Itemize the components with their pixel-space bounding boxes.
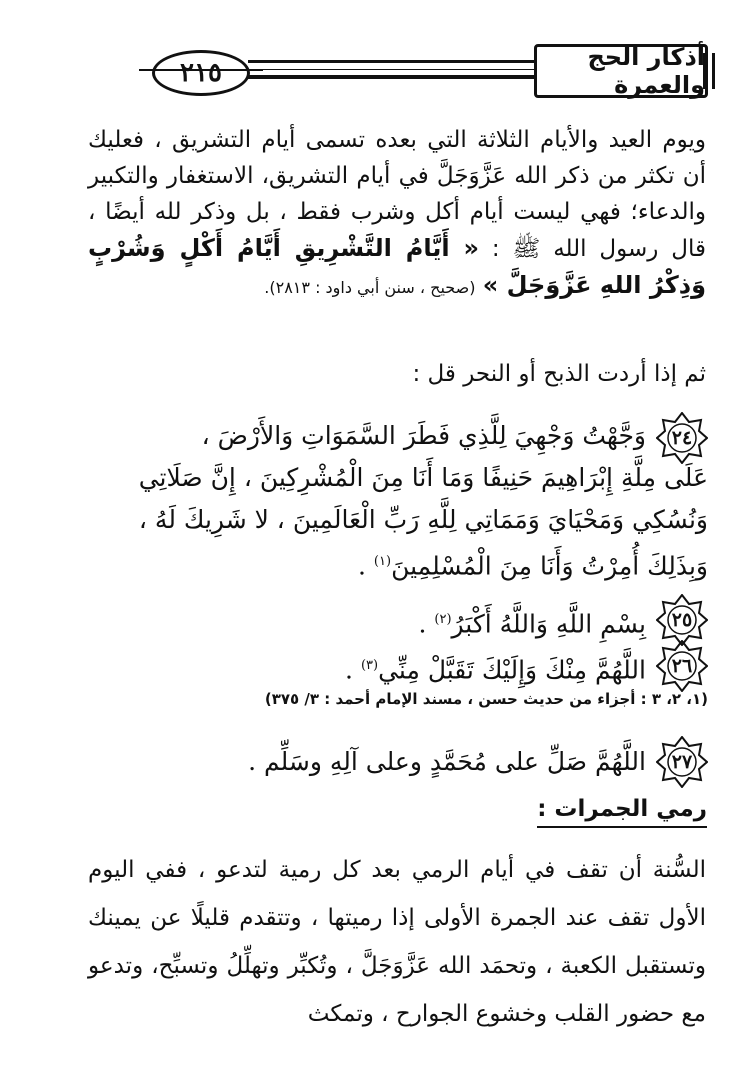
dua-25	[88, 594, 708, 646]
header-rule	[248, 75, 540, 79]
page-number: ٢١٥	[152, 50, 250, 96]
footnote: (١، ٢، ٣ : أجزاء من حديث حسن ، مسند الإمام أحمد : ٣/ ٣٧٥)	[264, 690, 708, 708]
section-heading: رمي الجمرات :	[537, 796, 707, 828]
dua-line-text: وَبِذَلِكَ أُمِرْتُ وَأَنَا مِنَ الْمُسْلِمِينَ	[391, 551, 708, 581]
dua-number-badge	[656, 594, 708, 646]
hadith-quote: « أَيَّامُ التَّشْرِيقِ أَيَّامُ أَكْلٍ وَشُرْبٍ وَذِكْرُ اللهِ عَزَّوَجَلَّ »	[88, 234, 706, 299]
dua-line-text: اللَّهُمَّ مِنْكَ وَإِلَيْكَ تَقَبَّلْ مِنِّي	[378, 655, 646, 685]
dua-27	[88, 736, 708, 788]
footnote-marker: (٣)	[360, 658, 379, 673]
dua-line: اللَّهُمَّ مِنْكَ وَإِلَيْكَ تَقَبَّلْ مِنِّي$^{(٣)}$ .	[345, 655, 646, 685]
dua-line-text: بِسْمِ اللَّهِ وَاللَّهُ أَكْبَرُ	[451, 609, 646, 639]
header-rule	[248, 69, 540, 70]
dua-number-badge	[656, 640, 708, 692]
dua-line: بِسْمِ اللَّهِ وَاللَّهُ أَكْبَرُ$^{(٢)}$ .	[418, 609, 646, 639]
dua-line: وَجَّهْتُ وَجْهِيَ لِلَّذِي فَطَرَ السَّمَوَاتِ وَالأَرْضَ ،	[201, 421, 646, 450]
dua-24	[88, 410, 708, 590]
dua-number-badge	[656, 736, 708, 788]
dua-number: ٢٦	[671, 655, 693, 677]
dua-line: وَنُسُكِي وَمَحْيَايَ وَمَمَاتِي لِلَّهِ رَبِّ الْعَالَمِينَ ، لا شَرِيكَ لَهُ ،	[138, 505, 708, 534]
dua-number-badge	[656, 412, 708, 464]
paragraph-tashreeq	[88, 122, 706, 306]
dua-26	[88, 640, 708, 692]
paragraph-jamarat: السُّنة أن تقف في أيام الرمي بعد كل رمية لتدعو ، ففي اليوم الأول تقف عند الجمرة الأولى إذا رميتها ، وتتقدم قليلًا عن يمينك وتستقبل الكعبة ، وتحمَد الله عَزَّوَجَلَّ ، وتُكبِّر وتهلِّلُ وتسبِّح، وتدعو مع حضور القلب وخشوع الجوارح ، وتمكث	[88, 857, 706, 1027]
dua-number: ٢٤	[671, 427, 693, 449]
dua-number: ٢٥	[671, 609, 693, 631]
footnote-marker: (٢)	[434, 612, 452, 627]
header-rule	[248, 60, 540, 63]
dua-line: اللَّهُمَّ صَلِّ على مُحَمَّدٍ وعلى آلِهِ وسَلِّم .	[248, 747, 646, 776]
hadith-citation: (صحيح ، سنن أبي داود : ٢٨١٣).	[264, 278, 476, 297]
paragraph-slaughter: ثم إذا أردت الذبح أو النحر قل :	[412, 361, 706, 387]
dua-line: عَلَى مِلَّةِ إِبْرَاهِيمَ حَنِيفًا وَمَا أَنَا مِنَ الْمُشْرِكِينَ ، إِنَّ صَلَاتِي	[138, 463, 708, 492]
paragraph-text: ويوم العيد والأيام الثلاثة التي بعده تسمى أيام التشريق ، فعليك أن تكثر من ذكر الله عَزَّوَجَلَّ في أيام التشريق، الاستغفار والتكبير والدعاء؛ فهي ليست أيام أكل وشرب فقط ، بل وذكر لله أيضًا ، قال رسول الله ﷺ :	[88, 127, 706, 262]
footnote-marker: (١)	[373, 554, 392, 569]
dua-line: وَبِذَلِكَ أُمِرْتُ وَأَنَا مِنَ الْمُسْلِمِينَ$^{(١)}$ .	[358, 551, 708, 581]
book-title: أذكار الحج والعمرة	[534, 44, 708, 98]
page-header	[128, 42, 718, 106]
dua-number: ٢٧	[671, 751, 693, 773]
